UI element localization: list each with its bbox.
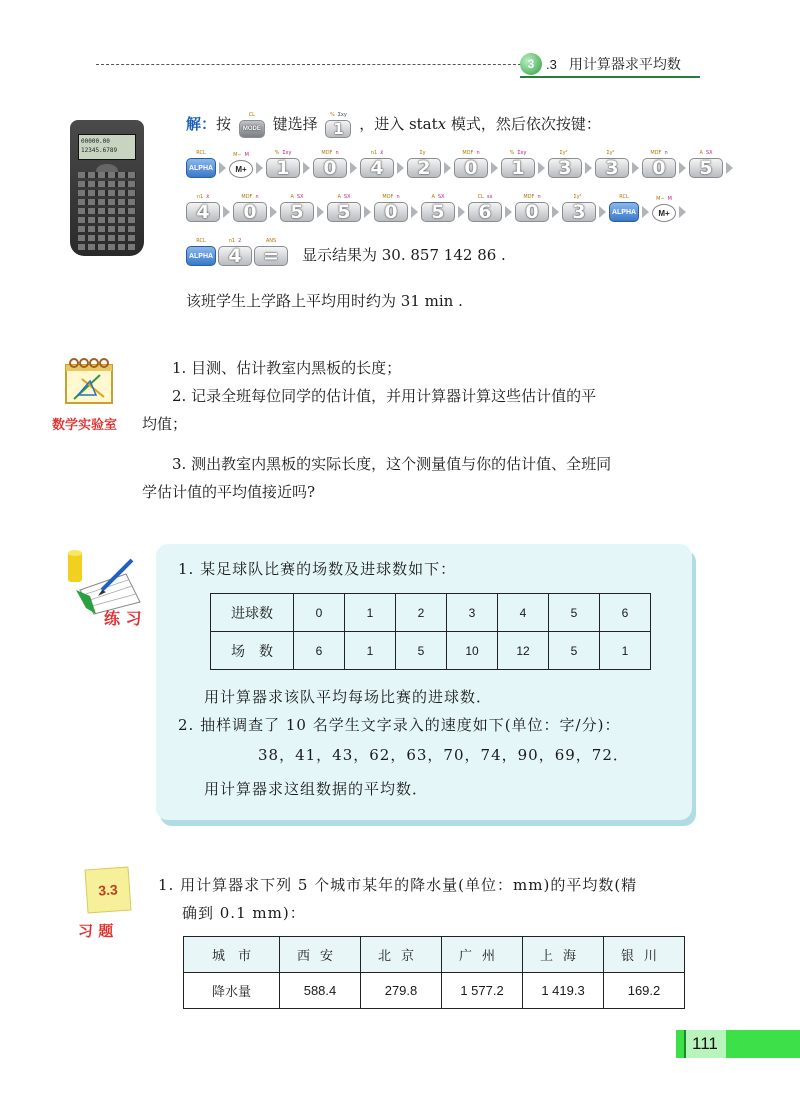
key-sup-label: MDF: [321, 150, 333, 156]
key-sup-label: MDF: [462, 150, 474, 156]
arrow-right-icon: [632, 162, 639, 174]
city-cell: 北京: [361, 937, 442, 973]
arrow-right-icon: [491, 162, 498, 174]
problems-badge-icon: 3.3: [85, 867, 132, 914]
city-cell: 广州: [442, 937, 523, 973]
games-cell: 5: [549, 632, 600, 670]
table-row: [184, 937, 685, 973]
exercise-q1-task: 用计算器求该队平均每场比赛的进球数．: [204, 688, 493, 706]
problem-1-line2: 确到 0.1 mm)：: [182, 904, 306, 922]
digit-key: 0: [233, 202, 267, 222]
key-wrap: [515, 194, 549, 222]
lab-item-2-line1: 2. 记录全班每位同学的估计值，并用计算器计算这些估计值的平: [172, 387, 597, 405]
conclusion-text: 该班学生上学路上平均用时约为 31 min .: [186, 292, 463, 310]
games-cell: 1: [600, 632, 651, 670]
key-sup-label: M−: [656, 196, 665, 202]
arrow-right-icon: [411, 206, 418, 218]
calculator-icon: [70, 120, 144, 256]
city-cell: 上海: [523, 937, 604, 973]
key-sup-label: SX: [437, 194, 445, 200]
text-stat: ，进入 stat: [359, 115, 438, 133]
key-wrap: [454, 150, 488, 178]
lab-item-1: [142, 354, 702, 382]
rainfall-cell: 588.4: [280, 973, 361, 1009]
m-plus-key: M+: [652, 204, 676, 222]
key-wrap: [609, 194, 639, 222]
key-wrap: [186, 238, 216, 266]
goals-table: [210, 593, 651, 670]
games-cell: 5: [396, 632, 447, 670]
digit-key: 3: [595, 158, 629, 178]
arrow-right-icon: [538, 162, 545, 174]
key-wrap: [689, 150, 723, 178]
key-sup-label: n1: [196, 194, 204, 200]
key-wrap: [652, 196, 676, 222]
goals-cell: 6: [600, 594, 651, 632]
digit-key: 0: [642, 158, 676, 178]
digit-key: 2: [407, 158, 441, 178]
key-sup-label: Σxy: [282, 150, 292, 156]
games-cell: 10: [447, 632, 498, 670]
key-sup-label: Σy²: [559, 150, 568, 156]
key-sup-label: n: [255, 194, 259, 200]
key-sup-label: Σy: [419, 150, 426, 156]
arrow-right-icon: [303, 162, 310, 174]
digit-key: 0: [374, 202, 408, 222]
text-x: x: [437, 115, 447, 133]
key-superscript: [233, 152, 249, 160]
alpha-key: ALPHA: [186, 158, 216, 178]
calculator-screen: [78, 134, 136, 160]
digit-key: 3: [562, 202, 596, 222]
section-title: 用计算器求平均数: [568, 57, 681, 73]
mode-key-sup: CL: [248, 112, 255, 118]
key-wrap: [186, 194, 220, 222]
key-sup-label: RCL: [196, 150, 206, 156]
table-row: [184, 973, 685, 1009]
mode-key-wrap: [239, 112, 265, 138]
digit-key: 0: [313, 158, 347, 178]
key-wrap: [233, 194, 267, 222]
goals-cell: 5: [549, 594, 600, 632]
section-ball-icon: 3: [520, 53, 542, 75]
text-press: 按: [216, 115, 232, 133]
rainfall-table: [183, 936, 685, 1009]
key-sup-label: MDF: [382, 194, 394, 200]
key-sup-label: %: [274, 150, 280, 156]
rainfall-header: 降水量: [184, 973, 280, 1009]
key-sup-label: SX: [343, 194, 351, 200]
key-sup-label: RCL: [196, 238, 206, 244]
key-sup-label: CL: [477, 194, 484, 200]
digit-key: 5: [689, 158, 723, 178]
alpha-key: ALPHA: [186, 246, 216, 266]
arrow-right-icon: [270, 206, 277, 218]
digit-key: 1: [266, 158, 300, 178]
key-wrap: [548, 150, 582, 178]
lab-item-2: [142, 382, 702, 438]
key-superscript: [656, 196, 672, 204]
key-sup-label: Σy²: [606, 150, 615, 156]
key-sequence-row-2: [186, 194, 687, 222]
arrow-right-icon: [364, 206, 371, 218]
digit-key: 0: [515, 202, 549, 222]
arrow-right-icon: [458, 206, 465, 218]
problem-1-line1: 1. 用计算器求下列 5 个城市某年的降水量(单位：mm)的平均数(精: [158, 876, 638, 894]
rainfall-cell: 279.8: [361, 973, 442, 1009]
digit-key: 4: [186, 202, 220, 222]
city-header: 城 市: [184, 937, 280, 973]
key-sup-label: A: [290, 194, 294, 200]
key-sup-label: RCL: [619, 194, 629, 200]
arrow-right-icon: [397, 162, 404, 174]
digit-key: 3: [548, 158, 582, 178]
problems-label: 习 题: [78, 922, 114, 940]
arrow-right-icon: [219, 162, 226, 174]
page-number-bar: [676, 1030, 800, 1058]
digit-key: 5: [280, 202, 314, 222]
lab-item-3-line1: 3. 测出教室内黑板的实际长度，这个测量值与你的估计值、全班同: [172, 455, 612, 473]
key-wrap: [360, 150, 394, 178]
exercise-q2-data: 38，41，43，62，63，70，74，90，69，72．: [258, 746, 629, 764]
section-header: [520, 52, 700, 78]
key-wrap: [229, 152, 253, 178]
city-cell: 银川: [604, 937, 685, 973]
key-sup-label: x̄: [206, 194, 210, 200]
games-cell: 12: [498, 632, 549, 670]
key-sup-label: A: [431, 194, 435, 200]
goals-row-header: 进球数: [211, 594, 294, 632]
key-sup-label: n: [476, 150, 480, 156]
digit-key: 5: [421, 202, 455, 222]
games-cell: 1: [345, 632, 396, 670]
key-sup-label: n: [396, 194, 400, 200]
math-lab-notebook-icon: [60, 355, 118, 407]
calculator-keypad: [78, 172, 136, 250]
goals-cell: 1: [345, 594, 396, 632]
result-text: 显示结果为 30. 857 142 86 .: [302, 246, 506, 264]
key-sup-label: M: [667, 196, 672, 202]
mode-key: MODE: [239, 120, 265, 138]
key-sup-label: %: [509, 150, 515, 156]
arrow-right-icon: [679, 162, 686, 174]
key-sup-label: ANS: [265, 238, 277, 244]
key-wrap: [407, 150, 441, 178]
key-wrap: [218, 238, 252, 266]
key-sup-label: M−: [233, 152, 242, 158]
arrow-right-icon: [256, 162, 263, 174]
arrow-right-icon: [585, 162, 592, 174]
key-sup-label: M: [244, 152, 249, 158]
digit-key: 4: [218, 246, 252, 266]
exercise-q2-task: 用计算器求这组数据的平均数．: [204, 780, 429, 798]
key-sup-label: n1: [228, 238, 236, 244]
header-dashed-rule: [96, 64, 526, 65]
key-wrap: [595, 150, 629, 178]
key-sup-label: A: [337, 194, 341, 200]
key-wrap: [327, 194, 361, 222]
key-sup-label: SX: [296, 194, 304, 200]
text-mode-rest: 模式，然后依次按键：: [446, 115, 601, 133]
key-sup-label: 2: [238, 238, 242, 244]
goals-cell: 3: [447, 594, 498, 632]
key-sup-label: x̄: [380, 150, 384, 156]
key-wrap: [374, 194, 408, 222]
digit-key: =: [254, 246, 288, 266]
goals-cell: 4: [498, 594, 549, 632]
one-key-sup-b: Σxy: [337, 112, 347, 118]
digit-key: 6: [468, 202, 502, 222]
one-key-sup-a: %: [329, 112, 335, 118]
digit-key: 0: [454, 158, 488, 178]
digit-key: 5: [327, 202, 361, 222]
key-sup-label: n: [537, 194, 541, 200]
key-wrap: [313, 150, 347, 178]
games-row-header: 场 数: [211, 632, 294, 670]
calculator-screen-line1: 00000.00: [81, 138, 110, 145]
lab-item-1-text: 1. 目测、估计教室内黑板的长度；: [172, 359, 402, 377]
key-sup-label: n: [664, 150, 668, 156]
digit-key: 4: [360, 158, 394, 178]
table-row: [211, 632, 651, 670]
key-superscript: [196, 150, 206, 158]
key-sup-label: n: [335, 150, 339, 156]
arrow-right-icon: [599, 206, 606, 218]
arrow-right-icon: [726, 162, 733, 174]
m-plus-key: M+: [229, 160, 253, 178]
rainfall-cell: 1 419.3: [523, 973, 604, 1009]
goals-cell: 2: [396, 594, 447, 632]
section-number: .3: [546, 56, 557, 72]
goals-cell: 0: [294, 594, 345, 632]
key-wrap: [501, 150, 535, 178]
page-number: 111: [684, 1030, 726, 1058]
key-sup-label: MDF: [650, 150, 662, 156]
calculator-screen-line2: 12345.6789: [81, 147, 118, 154]
exercise-label: 练 习: [104, 609, 142, 628]
key-sup-label: SX: [705, 150, 713, 156]
key-sup-label: sx: [486, 194, 493, 200]
games-cell: 6: [294, 632, 345, 670]
key-wrap: [186, 150, 216, 178]
key-wrap: [280, 194, 314, 222]
table-row: [211, 594, 651, 632]
math-lab-label: 数学实验室: [52, 418, 118, 433]
solution-label-colon: ：: [201, 115, 217, 133]
key-wrap: [254, 238, 288, 266]
one-key: 1: [325, 120, 351, 138]
key-sup-label: Σxy: [517, 150, 527, 156]
key-sup-label: Σy²: [573, 194, 582, 200]
arrow-right-icon: [505, 206, 512, 218]
key-sup-label: MDF: [523, 194, 535, 200]
key-sup-label: A: [699, 150, 703, 156]
rainfall-cell: 1 577.2: [442, 973, 523, 1009]
key-wrap: [562, 194, 596, 222]
rainfall-cell: 169.2: [604, 973, 685, 1009]
one-key-wrap: [325, 112, 351, 138]
key-wrap: [642, 150, 676, 178]
key-sequence-row-3: [186, 238, 288, 266]
arrow-right-icon: [350, 162, 357, 174]
arrow-right-icon: [679, 206, 686, 218]
alpha-key: ALPHA: [609, 202, 639, 222]
key-superscript: [196, 238, 206, 246]
arrow-right-icon: [223, 206, 230, 218]
exercise-q2: 2. 抽样调查了 10 名学生文字录入的速度如下(单位：字/分)：: [178, 716, 621, 734]
solution-label: 解: [186, 115, 202, 133]
arrow-right-icon: [552, 206, 559, 218]
arrow-right-icon: [444, 162, 451, 174]
key-wrap: [421, 194, 455, 222]
lab-item-3-line2: 学估计值的平均值接近吗?: [142, 483, 316, 501]
digit-key: 1: [501, 158, 535, 178]
key-superscript: [619, 194, 629, 202]
arrow-right-icon: [642, 206, 649, 218]
exercise-q1: 1. 某足球队比赛的场数及进球数如下：: [178, 560, 457, 578]
lab-item-2-line2: 均值；: [142, 415, 188, 433]
key-wrap: [266, 150, 300, 178]
key-sequence-row-1: [186, 150, 734, 178]
key-wrap: [468, 194, 502, 222]
lab-item-3: [142, 450, 702, 506]
city-cell: 西安: [280, 937, 361, 973]
arrow-right-icon: [317, 206, 324, 218]
text-select: 键选择: [272, 115, 318, 133]
key-sup-label: n1: [370, 150, 378, 156]
solution-instruction: [186, 108, 601, 138]
key-sup-label: MDF: [241, 194, 253, 200]
